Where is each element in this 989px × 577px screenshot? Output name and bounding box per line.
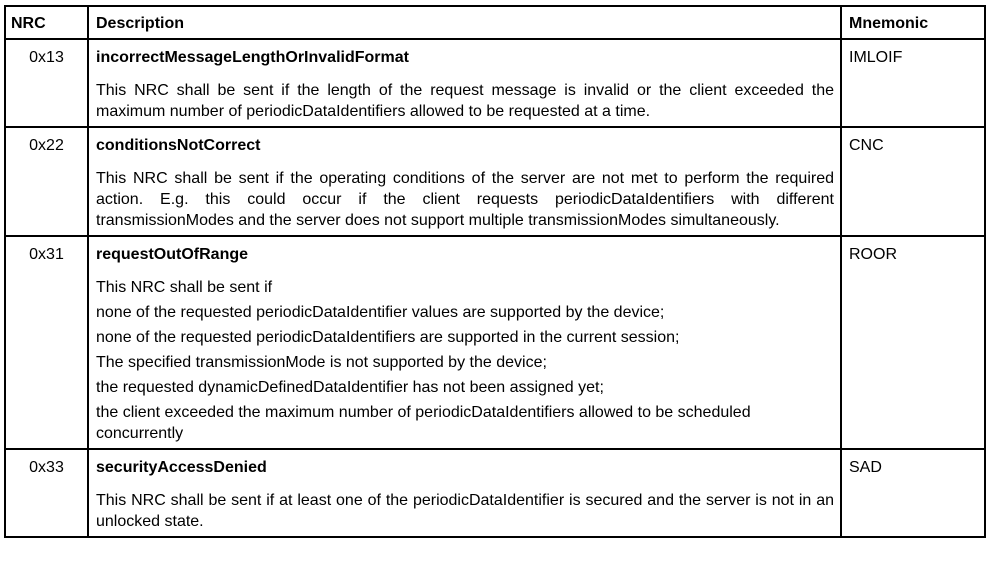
table-row (5, 127, 985, 236)
condition-item: the client exceeded the maximum number of periodicDataIdentifiers allowed to be scheduled concurrently (96, 404, 751, 442)
condition-item: the requested dynamicDefinedDataIdentifier has not been assigned yet; (96, 379, 604, 396)
nrc-code: 0x33 (5, 449, 88, 537)
nrc-mnemonic: CNC (841, 127, 985, 236)
header-row (5, 6, 985, 39)
nrc-description: This NRC shall be sent if the operating conditions of the server are not met to perform the required action. E.g. this could occur if the client requests periodicDataIdentifiers with different transmissionModes and the server does not support multiple transmissionModes simultaneously. (96, 170, 834, 229)
table-row (5, 236, 985, 449)
nrc-mnemonic: ROOR (841, 236, 985, 449)
nrc-name: incorrectMessageLengthOrInvalidFormat (96, 49, 409, 66)
nrc-name: requestOutOfRange (96, 246, 249, 263)
description-cell (88, 449, 841, 537)
description-cell (88, 236, 841, 449)
nrc-code: 0x31 (5, 236, 88, 449)
header-nrc: NRC (5, 6, 88, 39)
condition-item: The specified transmissionMode is not supported by the device; (96, 354, 547, 371)
condition-item: none of the requested periodicDataIdentifiers are supported in the current session; (96, 329, 680, 346)
nrc-description: This NRC shall be sent if at least one of the periodicDataIdentifier is secured and the server is not in an unlocked state. (96, 492, 834, 530)
description-cell (88, 127, 841, 236)
nrc-name: conditionsNotCorrect (96, 137, 261, 154)
nrc-mnemonic: IMLOIF (841, 39, 985, 127)
nrc-description-intro: This NRC shall be sent if (96, 279, 273, 296)
table-row (5, 39, 985, 127)
nrc-mnemonic: SAD (841, 449, 985, 537)
header-description: Description (88, 6, 841, 39)
nrc-table (4, 5, 986, 538)
table-row (5, 449, 985, 537)
description-cell (88, 39, 841, 127)
header-mnemonic: Mnemonic (841, 6, 985, 39)
nrc-code: 0x22 (5, 127, 88, 236)
nrc-description: This NRC shall be sent if the length of the request message is invalid or the client exceeded the maximum number of periodicDataIdentifiers allowed to be requested at a time. (96, 82, 834, 120)
condition-item: none of the requested periodicDataIdentifier values are supported by the device; (96, 304, 665, 321)
nrc-name: securityAccessDenied (96, 459, 267, 476)
nrc-code: 0x13 (5, 39, 88, 127)
